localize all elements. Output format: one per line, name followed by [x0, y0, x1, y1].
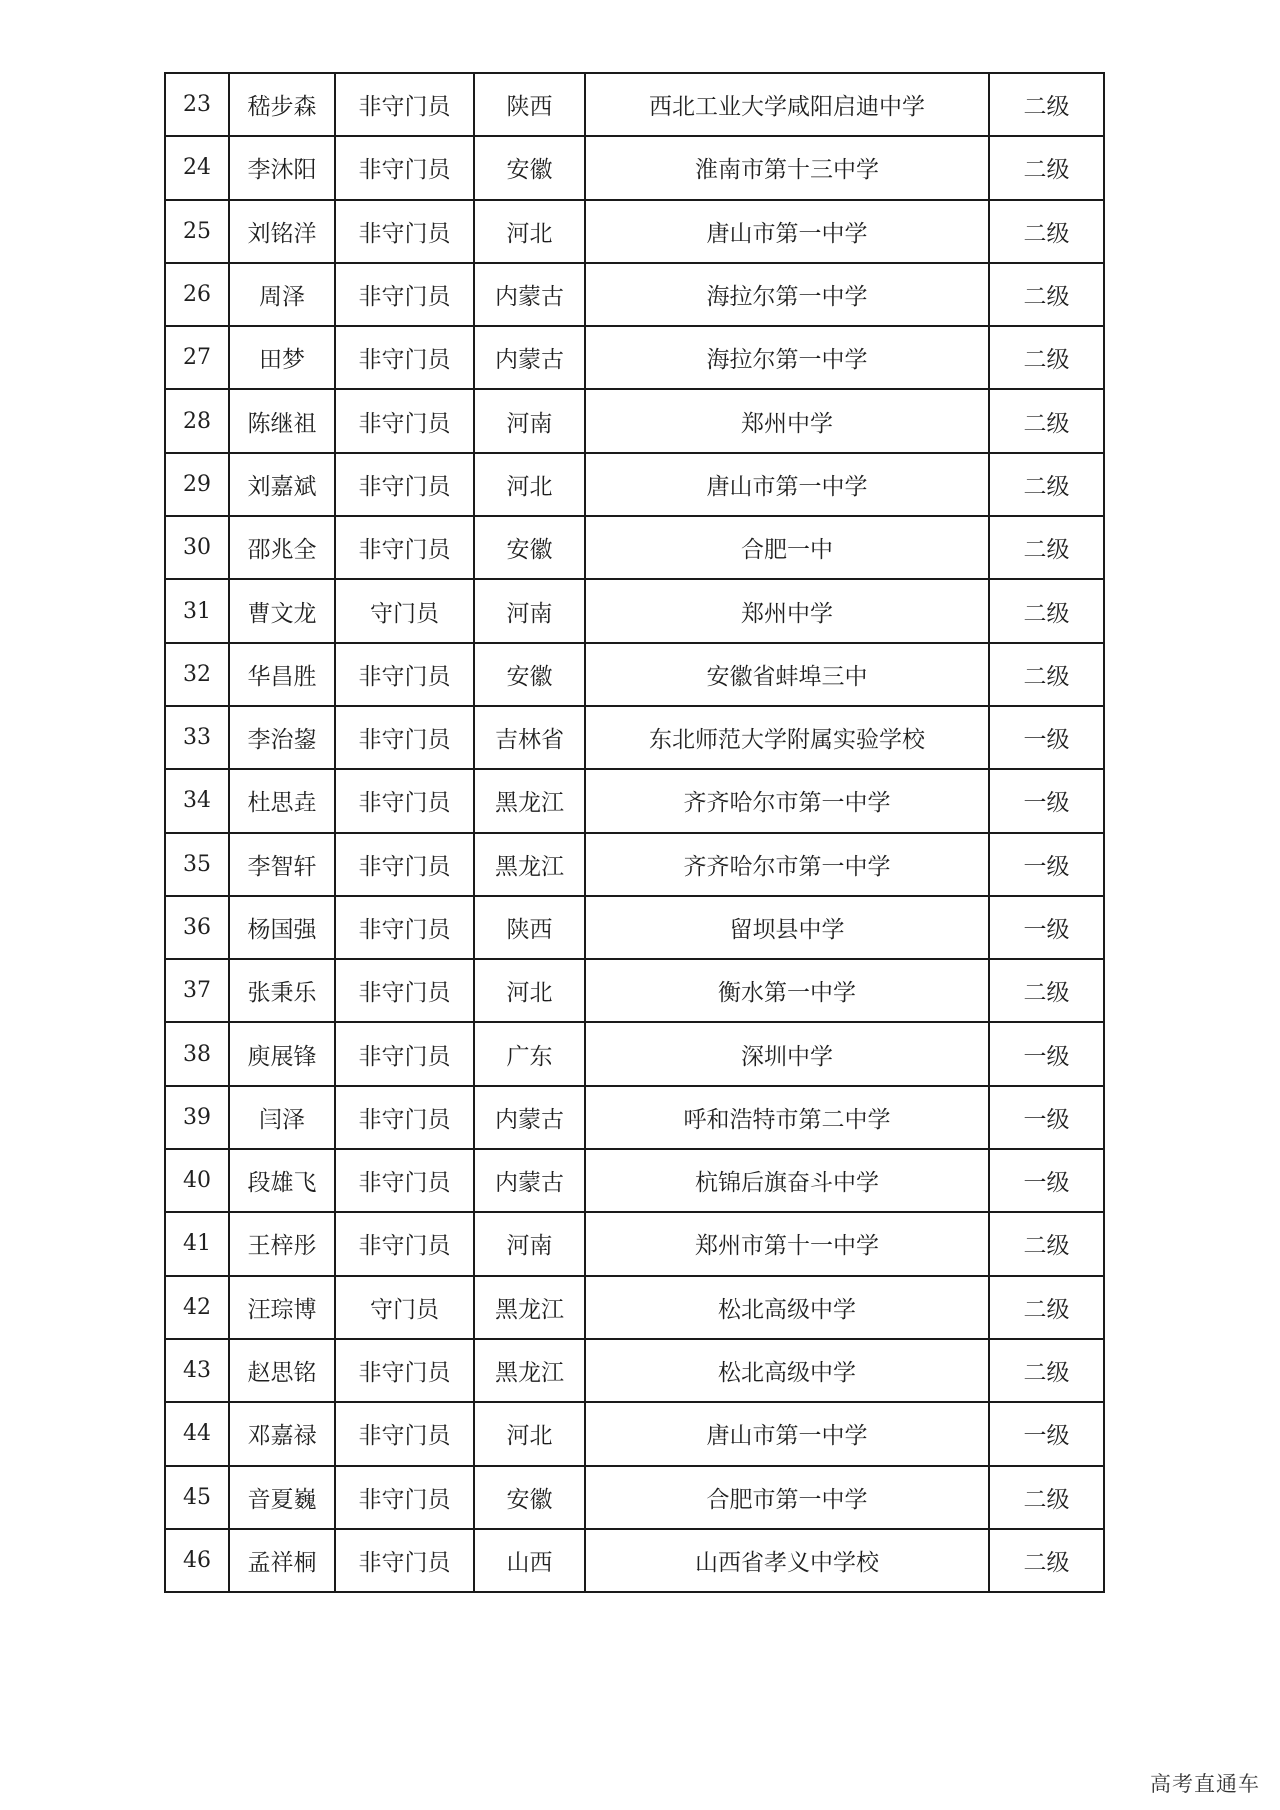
row-number-cell: 31 — [165, 579, 229, 642]
table-row — [165, 389, 1104, 452]
province-cell: 内蒙古 — [474, 1149, 585, 1212]
province-cell: 河北 — [474, 200, 585, 263]
player-name-cell: 曹文龙 — [229, 579, 335, 642]
player-name-cell: 赵思铭 — [229, 1339, 335, 1402]
level-cell: 一级 — [989, 1086, 1104, 1149]
row-number-cell: 40 — [165, 1149, 229, 1212]
row-number-cell: 36 — [165, 896, 229, 959]
table-row — [165, 1276, 1104, 1339]
position-cell: 非守门员 — [335, 1212, 474, 1275]
row-number-cell: 44 — [165, 1402, 229, 1465]
province-cell: 安徽 — [474, 136, 585, 199]
position-cell: 非守门员 — [335, 1529, 474, 1592]
position-cell: 非守门员 — [335, 200, 474, 263]
row-number-cell: 41 — [165, 1212, 229, 1275]
player-name-cell: 汪琮博 — [229, 1276, 335, 1339]
row-number-cell: 32 — [165, 643, 229, 706]
level-cell: 二级 — [989, 959, 1104, 1022]
position-cell: 非守门员 — [335, 706, 474, 769]
table-row — [165, 769, 1104, 832]
row-number-cell: 30 — [165, 516, 229, 579]
school-cell: 唐山市第一中学 — [585, 200, 989, 263]
player-name-cell: 孟祥桐 — [229, 1529, 335, 1592]
province-cell: 内蒙古 — [474, 263, 585, 326]
level-cell: 二级 — [989, 1529, 1104, 1592]
position-cell: 非守门员 — [335, 1402, 474, 1465]
school-cell: 海拉尔第一中学 — [585, 326, 989, 389]
table-row — [165, 453, 1104, 516]
province-cell: 安徽 — [474, 516, 585, 579]
province-cell: 广东 — [474, 1022, 585, 1085]
player-name-cell: 李治鋆 — [229, 706, 335, 769]
province-cell: 河北 — [474, 1402, 585, 1465]
school-cell: 郑州中学 — [585, 389, 989, 452]
player-name-cell: 邓嘉禄 — [229, 1402, 335, 1465]
position-cell: 非守门员 — [335, 73, 474, 136]
player-name-cell: 段雄飞 — [229, 1149, 335, 1212]
school-cell: 安徽省蚌埠三中 — [585, 643, 989, 706]
table-row — [165, 1529, 1104, 1592]
row-number-cell: 23 — [165, 73, 229, 136]
player-name-cell: 闫泽 — [229, 1086, 335, 1149]
player-name-cell: 嵇步森 — [229, 73, 335, 136]
position-cell: 非守门员 — [335, 1339, 474, 1402]
row-number-cell: 27 — [165, 326, 229, 389]
watermark-label: 高考直通车 — [1150, 1772, 1260, 1796]
school-cell: 松北高级中学 — [585, 1276, 989, 1339]
table-row — [165, 73, 1104, 136]
level-cell: 一级 — [989, 1149, 1104, 1212]
row-number-cell: 45 — [165, 1466, 229, 1529]
school-cell: 东北师范大学附属实验学校 — [585, 706, 989, 769]
position-cell: 非守门员 — [335, 263, 474, 326]
province-cell: 山西 — [474, 1529, 585, 1592]
level-cell: 二级 — [989, 643, 1104, 706]
player-name-cell: 王梓彤 — [229, 1212, 335, 1275]
table-row — [165, 1149, 1104, 1212]
province-cell: 河北 — [474, 959, 585, 1022]
position-cell: 非守门员 — [335, 833, 474, 896]
school-cell: 松北高级中学 — [585, 1339, 989, 1402]
row-number-cell: 33 — [165, 706, 229, 769]
roster-body — [165, 73, 1104, 1592]
level-cell: 二级 — [989, 1276, 1104, 1339]
player-name-cell: 邵兆全 — [229, 516, 335, 579]
province-cell: 陕西 — [474, 73, 585, 136]
position-cell: 非守门员 — [335, 1466, 474, 1529]
table-row — [165, 516, 1104, 579]
table-row — [165, 200, 1104, 263]
position-cell: 非守门员 — [335, 1149, 474, 1212]
row-number-cell: 34 — [165, 769, 229, 832]
position-cell: 守门员 — [335, 1276, 474, 1339]
position-cell: 非守门员 — [335, 643, 474, 706]
level-cell: 二级 — [989, 389, 1104, 452]
table-row — [165, 1086, 1104, 1149]
school-cell: 齐齐哈尔市第一中学 — [585, 769, 989, 832]
player-name-cell: 华昌胜 — [229, 643, 335, 706]
table-row — [165, 896, 1104, 959]
position-cell: 守门员 — [335, 579, 474, 642]
school-cell: 衡水第一中学 — [585, 959, 989, 1022]
player-name-cell: 音夏巍 — [229, 1466, 335, 1529]
table-row — [165, 1402, 1104, 1465]
province-cell: 陕西 — [474, 896, 585, 959]
player-name-cell: 陈继祖 — [229, 389, 335, 452]
school-cell: 杭锦后旗奋斗中学 — [585, 1149, 989, 1212]
position-cell: 非守门员 — [335, 1022, 474, 1085]
school-cell: 山西省孝义中学校 — [585, 1529, 989, 1592]
player-roster-table — [164, 72, 1105, 1593]
school-cell: 淮南市第十三中学 — [585, 136, 989, 199]
row-number-cell: 46 — [165, 1529, 229, 1592]
player-name-cell: 田梦 — [229, 326, 335, 389]
position-cell: 非守门员 — [335, 389, 474, 452]
level-cell: 二级 — [989, 136, 1104, 199]
player-name-cell: 张秉乐 — [229, 959, 335, 1022]
level-cell: 一级 — [989, 769, 1104, 832]
player-name-cell: 刘嘉斌 — [229, 453, 335, 516]
position-cell: 非守门员 — [335, 769, 474, 832]
row-number-cell: 37 — [165, 959, 229, 1022]
row-number-cell: 25 — [165, 200, 229, 263]
level-cell: 一级 — [989, 896, 1104, 959]
position-cell: 非守门员 — [335, 326, 474, 389]
table-row — [165, 579, 1104, 642]
level-cell: 二级 — [989, 516, 1104, 579]
province-cell: 黑龙江 — [474, 1276, 585, 1339]
level-cell: 一级 — [989, 706, 1104, 769]
level-cell: 二级 — [989, 1212, 1104, 1275]
row-number-cell: 38 — [165, 1022, 229, 1085]
school-cell: 唐山市第一中学 — [585, 1402, 989, 1465]
position-cell: 非守门员 — [335, 1086, 474, 1149]
table-row — [165, 1022, 1104, 1085]
table-row — [165, 643, 1104, 706]
row-number-cell: 29 — [165, 453, 229, 516]
province-cell: 安徽 — [474, 643, 585, 706]
roster-sheet — [164, 72, 1103, 1593]
province-cell: 黑龙江 — [474, 1339, 585, 1402]
table-row — [165, 263, 1104, 326]
table-row — [165, 136, 1104, 199]
school-cell: 郑州中学 — [585, 579, 989, 642]
level-cell: 二级 — [989, 453, 1104, 516]
level-cell: 二级 — [989, 326, 1104, 389]
province-cell: 黑龙江 — [474, 833, 585, 896]
level-cell: 二级 — [989, 73, 1104, 136]
province-cell: 河南 — [474, 389, 585, 452]
level-cell: 一级 — [989, 1402, 1104, 1465]
school-cell: 西北工业大学咸阳启迪中学 — [585, 73, 989, 136]
table-row — [165, 1466, 1104, 1529]
province-cell: 河南 — [474, 1212, 585, 1275]
player-name-cell: 李沐阳 — [229, 136, 335, 199]
school-cell: 深圳中学 — [585, 1022, 989, 1085]
province-cell: 河北 — [474, 453, 585, 516]
row-number-cell: 28 — [165, 389, 229, 452]
position-cell: 非守门员 — [335, 136, 474, 199]
province-cell: 黑龙江 — [474, 769, 585, 832]
table-row — [165, 1212, 1104, 1275]
province-cell: 内蒙古 — [474, 326, 585, 389]
table-row — [165, 706, 1104, 769]
level-cell: 二级 — [989, 579, 1104, 642]
level-cell: 二级 — [989, 200, 1104, 263]
position-cell: 非守门员 — [335, 896, 474, 959]
row-number-cell: 26 — [165, 263, 229, 326]
player-name-cell: 周泽 — [229, 263, 335, 326]
level-cell: 二级 — [989, 263, 1104, 326]
position-cell: 非守门员 — [335, 453, 474, 516]
province-cell: 安徽 — [474, 1466, 585, 1529]
school-cell: 合肥一中 — [585, 516, 989, 579]
table-row — [165, 959, 1104, 1022]
player-name-cell: 杨国强 — [229, 896, 335, 959]
player-name-cell: 庾展锋 — [229, 1022, 335, 1085]
position-cell: 非守门员 — [335, 959, 474, 1022]
player-name-cell: 李智轩 — [229, 833, 335, 896]
table-row — [165, 326, 1104, 389]
school-cell: 呼和浩特市第二中学 — [585, 1086, 989, 1149]
school-cell: 合肥市第一中学 — [585, 1466, 989, 1529]
level-cell: 一级 — [989, 1022, 1104, 1085]
player-name-cell: 杜思垚 — [229, 769, 335, 832]
row-number-cell: 35 — [165, 833, 229, 896]
school-cell: 海拉尔第一中学 — [585, 263, 989, 326]
school-cell: 齐齐哈尔市第一中学 — [585, 833, 989, 896]
table-row — [165, 833, 1104, 896]
province-cell: 河南 — [474, 579, 585, 642]
province-cell: 内蒙古 — [474, 1086, 585, 1149]
table-row — [165, 1339, 1104, 1402]
school-cell: 留坝县中学 — [585, 896, 989, 959]
row-number-cell: 39 — [165, 1086, 229, 1149]
province-cell: 吉林省 — [474, 706, 585, 769]
row-number-cell: 24 — [165, 136, 229, 199]
row-number-cell: 42 — [165, 1276, 229, 1339]
level-cell: 二级 — [989, 1339, 1104, 1402]
school-cell: 郑州市第十一中学 — [585, 1212, 989, 1275]
row-number-cell: 43 — [165, 1339, 229, 1402]
position-cell: 非守门员 — [335, 516, 474, 579]
player-name-cell: 刘铭洋 — [229, 200, 335, 263]
level-cell: 一级 — [989, 833, 1104, 896]
level-cell: 二级 — [989, 1466, 1104, 1529]
school-cell: 唐山市第一中学 — [585, 453, 989, 516]
